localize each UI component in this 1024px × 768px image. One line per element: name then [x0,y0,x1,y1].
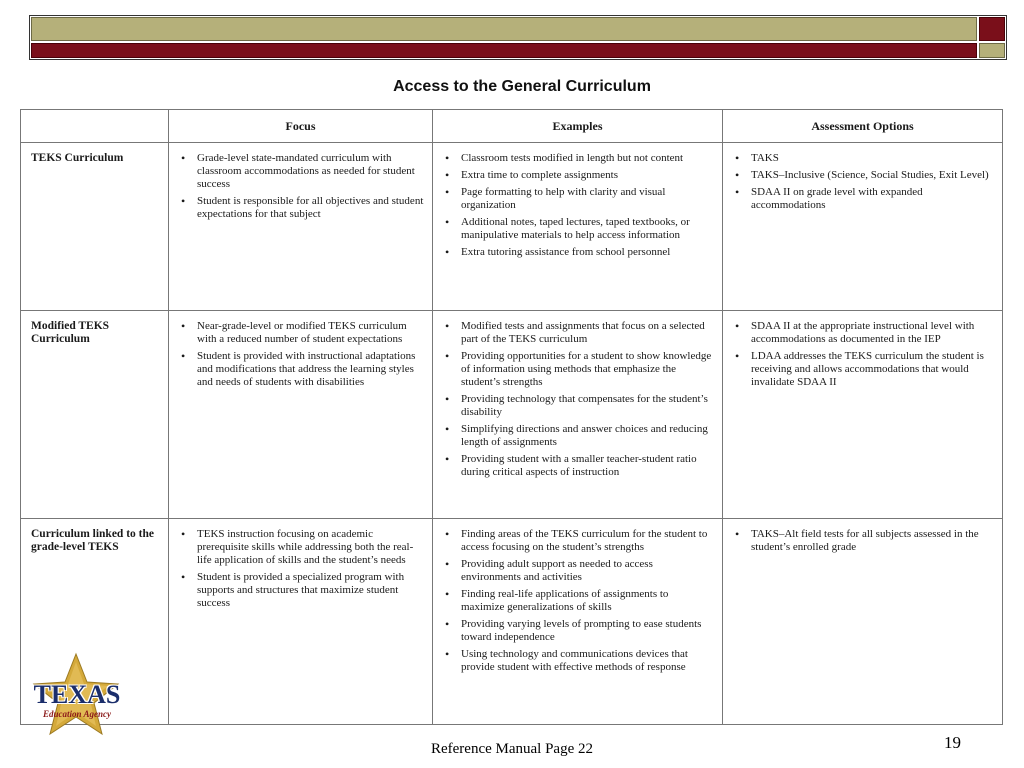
assessment-list [731,152,994,212]
list-item: • Providing technology that compensates for the student’s disability [461,393,714,419]
list-item: • Student is provided a specialized program with supports and structures that maximize student success [197,571,424,610]
assessment-list [731,320,994,389]
header-focus: Focus [169,110,433,143]
list-item: • Providing varying levels of prompting to ease students toward independence [461,618,714,644]
examples-cell [433,519,723,725]
list-item: • Finding real-life applications of assignments to maximize generalizations of skills [461,588,714,614]
table-row [21,143,1003,311]
examples-list [441,152,714,259]
footer-reference: Reference Manual Page 22 [430,741,593,757]
list-item: • Page formatting to help with clarity and visual organization [461,186,714,212]
list-item: • Student is provided with instructional adaptations and modifications that address the learning styles and needs of students with disabilities [197,350,424,389]
list-item: • LDAA addresses the TEKS curriculum the student is receiving and allows accommodations that would invalidate SDAA II [751,350,994,389]
list-item: • Extra time to complete assignments [461,169,714,182]
list-item: • Providing student with a smaller teacher-student ratio during critical aspects of instruction [461,453,714,479]
list-item: • TEKS instruction focusing on academic prerequisite skills while addressing both the real-life application of skills and the student’s needs [197,528,424,567]
focus-list [177,152,424,221]
row-label: TEKS Curriculum [21,143,169,311]
table-row [21,311,1003,519]
list-item: • Grade-level state-mandated curriculum with classroom accommodations as needed for student success [197,152,424,191]
list-item: • TAKS–Alt field tests for all subjects assessed in the student’s enrolled grade [751,528,994,554]
table-header-row [21,110,1003,143]
focus-cell [169,519,433,725]
focus-list [177,320,424,389]
examples-list [441,320,714,479]
list-item: • Providing opportunities for a student to show knowledge of information using methods that emphasize the student’s strengths [461,350,714,389]
logo-subtitle: Education Agency [43,709,111,719]
tea-logo [20,652,132,736]
list-item: • TAKS [751,152,994,165]
list-item: • SDAA II at the appropriate instructional level with accommodations as documented in the IEP [751,320,994,346]
logo-wordmark: TEXAS [33,680,121,709]
list-item: • Providing adult support as needed to access environments and activities [461,558,714,584]
list-item: • Near-grade-level or modified TEKS curriculum with a reduced number of student expectations [197,320,424,346]
page-number: 19 [944,733,961,752]
examples-list [441,528,714,674]
header-maroon-bar [31,43,977,58]
list-item: • Simplifying directions and answer choices and reducing length of assignments [461,423,714,449]
table-row [21,519,1003,725]
focus-cell [169,143,433,311]
list-item: • Student is responsible for all objectives and student expectations for that subject [197,195,424,221]
header-assessment-options: Assessment Options [723,110,1003,143]
row-label: Modified TEKS Curriculum [21,311,169,519]
page-title: Access to the General Curriculum [393,78,651,95]
examples-cell [433,143,723,311]
examples-cell [433,311,723,519]
list-item: • SDAA II on grade level with expanded accommodations [751,186,994,212]
assessment-list [731,528,994,554]
list-item: • Classroom tests modified in length but not content [461,152,714,165]
list-item: • Extra tutoring assistance from school personnel [461,246,714,259]
list-item: • Additional notes, taped lectures, taped textbooks, or manipulative materials to help access information [461,216,714,242]
focus-list [177,528,424,610]
assessment-cell [723,519,1003,725]
assessment-cell [723,143,1003,311]
header-examples: Examples [433,110,723,143]
curriculum-table [20,109,1003,725]
list-item: • Modified tests and assignments that focus on a selected part of the TEKS curriculum [461,320,714,346]
header-olive-bar [31,17,977,41]
list-item: • Using technology and communications devices that provide student with effective methods of response [461,648,714,674]
focus-cell [169,311,433,519]
list-item: • TAKS–Inclusive (Science, Social Studies, Exit Level) [751,169,994,182]
assessment-cell [723,311,1003,519]
list-item: • Finding areas of the TEKS curriculum for the student to access focusing on the student’s strengths [461,528,714,554]
header-corner [21,110,169,143]
header-olive-square [979,43,1005,58]
header-maroon-square [979,17,1005,41]
row-label: Curriculum linked to the grade-level TEKS [21,519,169,725]
